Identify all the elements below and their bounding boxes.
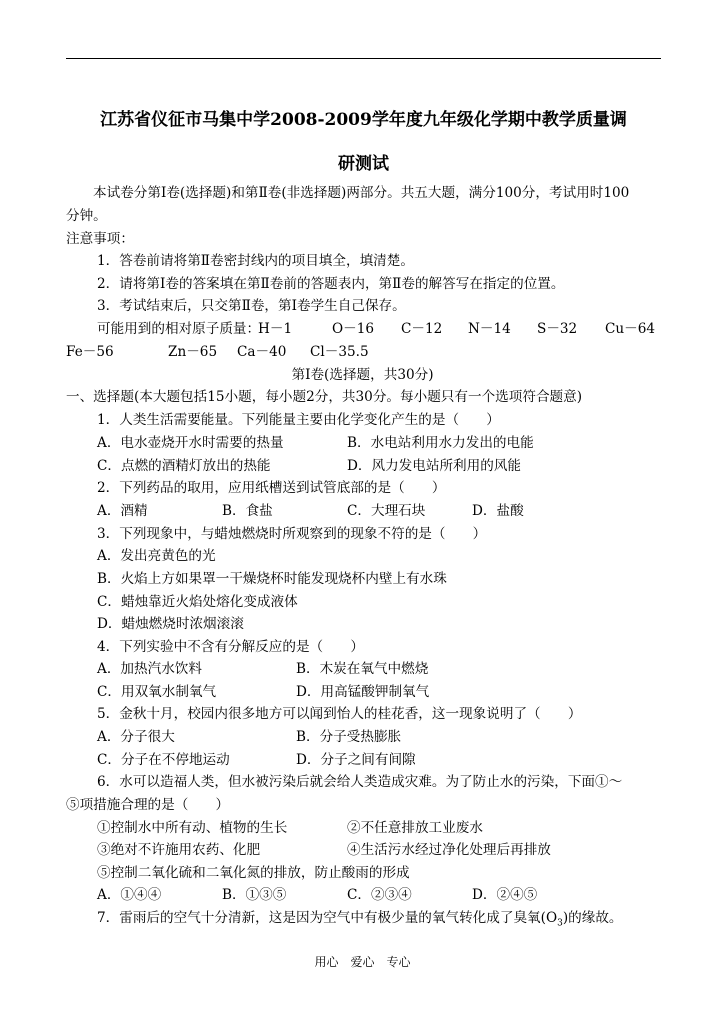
option-c: C．蜡烛靠近火焰处熔化变成液体 — [97, 594, 298, 610]
atomic-mass-item: Cu－64 — [605, 321, 656, 337]
option-a: A．分子很大 — [97, 729, 175, 745]
option-a: A．加热汽水饮料 — [97, 661, 202, 677]
measure-item: ⑤控制二氧化硫和二氧化氮的排放，防止酸雨的形成 — [97, 865, 410, 881]
option-c: C．大理石块 — [347, 503, 426, 519]
measure-item: ④生活污水经过净化处理后再排放 — [347, 842, 551, 858]
option-d: D．盐酸 — [472, 503, 524, 519]
question-stem: 4．下列实验中不含有分解反应的是（ ） — [97, 639, 364, 655]
atomic-mass-item: O－16 — [332, 321, 375, 337]
option-d: D．蜡烛燃烧时浓烟滚滚 — [97, 616, 244, 632]
question-stem: 6．水可以造福人类，但水被污染后就会给人类造成灾难。为了防止水的污染，下面①～ — [97, 774, 623, 790]
question-stem-continued: ⑤项措施合理的是（ ） — [66, 797, 230, 813]
option-b: B．①③⑤ — [222, 887, 287, 903]
option-d: D．用高锰酸钾制氧气 — [296, 684, 430, 700]
option-b: B．木炭在氧气中燃烧 — [296, 661, 429, 677]
atomic-mass-item: Fe－56 — [66, 344, 114, 360]
option-a: A．电水壶烧开水时需要的热量 — [97, 435, 284, 451]
ozone-subscript: 3 — [557, 918, 563, 929]
notice-item: 2．请将第Ⅰ卷的答案填在第Ⅱ卷前的答题表内，第Ⅱ卷的解答写在指定的位置。 — [97, 276, 565, 292]
section-heading: 第Ⅰ卷(选择题，共30分) — [291, 367, 434, 383]
option-d: D．②④⑤ — [472, 887, 538, 903]
option-d: D．风力发电站所利用的风能 — [347, 458, 522, 474]
notice-item: 3．考试结束后，只交第Ⅱ卷，第Ⅰ卷学生自己保存。 — [97, 298, 406, 314]
atomic-mass-item: Cl－35.5 — [310, 344, 369, 360]
option-a: A．发出亮黄色的光 — [97, 548, 216, 564]
atomic-mass-label: 可能用到的相对原子质量： — [97, 321, 261, 337]
notice-item: 1．答卷前请将第Ⅱ卷密封线内的项目填全，填清楚。 — [97, 253, 414, 269]
notice-label: 注意事项： — [66, 231, 134, 247]
option-b: B．食盐 — [222, 503, 273, 519]
atomic-mass-item: S－32 — [537, 321, 578, 337]
atomic-mass-item: C－12 — [401, 321, 443, 337]
question-stem-text: 7．雷雨后的空气十分清新，这是因为空气中有极少量的氧气转化成了臭氧(O — [97, 910, 558, 926]
atomic-mass-item: Zn－65 — [168, 344, 218, 360]
question-stem: 3．下列现象中，与蜡烛燃烧时所观察到的现象不符的是（ ） — [97, 526, 487, 542]
document-title: 江苏省仪征市马集中学2008-2009学年度九年级化学期中教学质量调 — [100, 110, 627, 130]
measure-item: ①控制水中所有动、植物的生长 — [97, 820, 288, 836]
section-instruction: 一、选择题(本大题包括15小题，每小题2分，共30分。每小题只有一个选项符合题意) — [66, 389, 583, 405]
option-a: A．①④④ — [97, 887, 162, 903]
option-c: C．用双氧水制氧气 — [97, 684, 217, 700]
option-b: B．火焰上方如果罩一干燥烧杯时能发现烧杯内壁上有水珠 — [97, 571, 447, 587]
question-stem: 5．金秋十月，校园内很多地方可以闻到怡人的桂花香，这一现象说明了（ ） — [97, 706, 582, 722]
option-c: C．分子在不停地运动 — [97, 752, 230, 768]
option-a: A．酒精 — [97, 503, 148, 519]
measure-item: ③绝对不许施用农药、化肥 — [97, 842, 261, 858]
question-stem: 1．人类生活需要能量。下列能量主要由化学变化产生的是（ ） — [97, 412, 500, 428]
option-b: B．分子受热膨胀 — [296, 729, 402, 745]
measure-item: ②不任意排放工业废水 — [347, 820, 483, 836]
atomic-mass-item: H－1 — [258, 321, 293, 337]
question-stem-text-end: )的缘故。 — [562, 910, 623, 926]
page-footer: 用心 爱心 专心 — [314, 955, 411, 969]
question-stem: 2．下列药品的取用，应用纸槽送到试管底部的是（ ） — [97, 480, 446, 496]
atomic-mass-item: N－14 — [468, 321, 511, 337]
option-b: B．水电站利用水力发出的电能 — [347, 435, 534, 451]
option-d: D．分子之间有间隙 — [296, 752, 416, 768]
option-c: C．②③④ — [347, 887, 412, 903]
header-rule — [66, 58, 661, 59]
question-stem — [97, 909, 623, 933]
document-title-continued: 研测试 — [338, 154, 389, 174]
intro-text-continued: 分钟。 — [66, 208, 107, 224]
intro-text: 本试卷分第Ⅰ卷(选择题)和第Ⅱ卷(非选择题)两部分。共五大题，满分100分，考试用时100 — [93, 185, 630, 201]
atomic-mass-item: Ca－40 — [237, 344, 287, 360]
option-c: C．点燃的酒精灯放出的热能 — [97, 458, 271, 474]
